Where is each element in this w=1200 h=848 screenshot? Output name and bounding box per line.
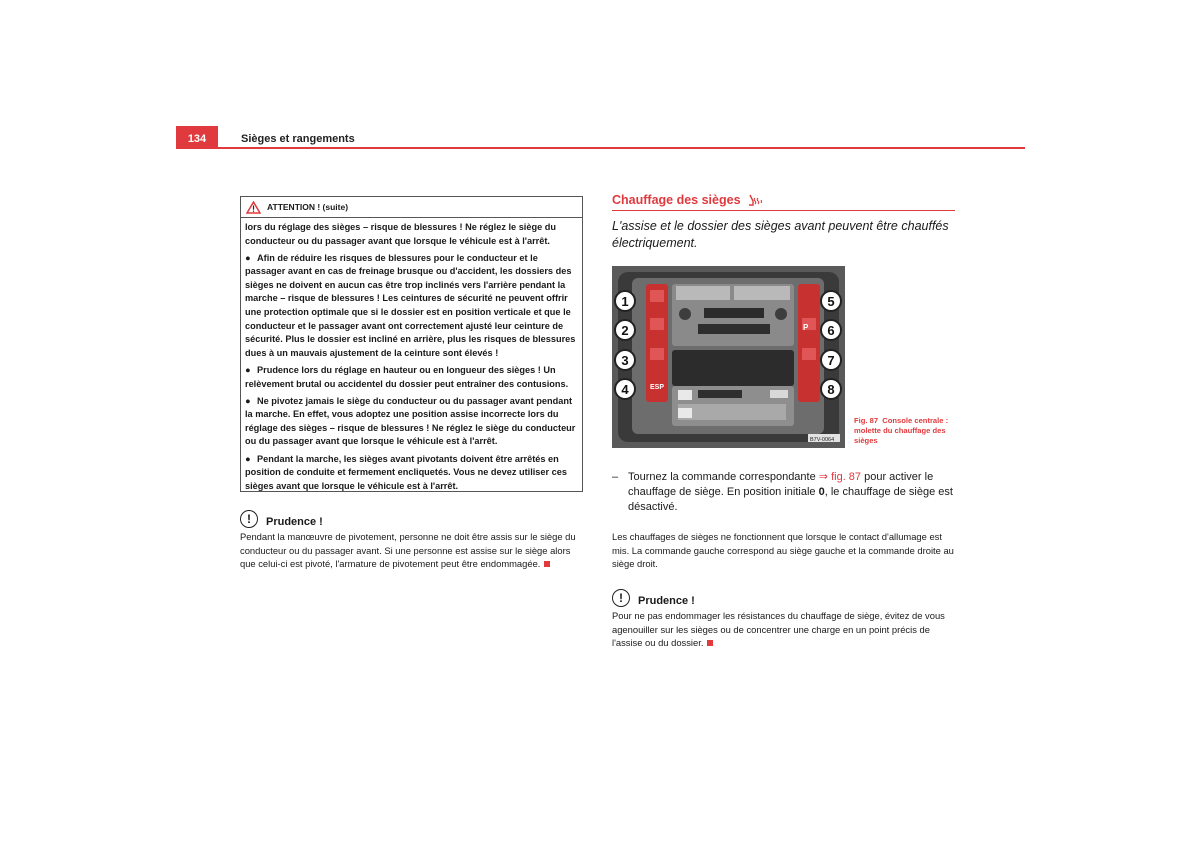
- figure-link[interactable]: fig. 87: [831, 471, 862, 483]
- prudence-title: Prudence !: [266, 516, 323, 528]
- warning-header: [241, 197, 582, 218]
- prudence-text: Pour ne pas endommager les résistances du chauffage de siège, évitez de vous agenouiller sur les sièges ou de concentrer une charge en un point précis de l'assise ou du dossier.: [612, 610, 945, 649]
- callout-2: [615, 320, 635, 340]
- warning-body: [241, 218, 582, 493]
- warning-box: [240, 196, 583, 492]
- callout-7: [821, 350, 841, 370]
- callout-3: [615, 350, 635, 370]
- prudence-right: [612, 589, 957, 650]
- warning-title: ATTENTION ! (suite): [267, 202, 349, 212]
- exclamation-icon: !: [240, 510, 258, 528]
- svg-text:6: 6: [827, 323, 835, 338]
- page-number: 134: [176, 126, 218, 148]
- callout-6: [821, 320, 841, 340]
- section-intro: L'assise et le dossier des sièges avant peuvent être chauffés électriquement.: [612, 219, 949, 250]
- figure-code: B7V-0064: [810, 437, 835, 443]
- exclamation-icon: !: [612, 589, 630, 607]
- arrow-icon: ⇒: [818, 471, 829, 483]
- svg-text:2: 2: [621, 323, 629, 338]
- prudence-header: [240, 510, 585, 528]
- instruction-step: [612, 470, 957, 515]
- seat-heating-icon: [746, 193, 762, 207]
- console-illustration: [612, 266, 845, 448]
- figure-caption: Fig. 87 Console centrale : molette du chauffage des sièges: [854, 416, 949, 445]
- warning-triangle-icon: [246, 201, 261, 214]
- svg-text:4: 4: [621, 382, 629, 397]
- callout-5: [821, 291, 841, 311]
- svg-text:5: 5: [827, 294, 835, 309]
- end-of-section-marker: [544, 561, 550, 567]
- prudence-title: Prudence !: [638, 595, 695, 607]
- callout-8: [821, 379, 841, 399]
- callout-4: [615, 379, 635, 399]
- warning-bullet: ● Prudence lors du réglage en hauteur ou en longueur des sièges ! Un relèvement brutal ou accidentel du dossier peut entraîner des contusions.: [245, 364, 569, 389]
- bullet-icon: ●: [245, 453, 251, 464]
- step-text: Tournez la commande correspondante ⇒ fig. 87 pour activer le chauffage de siège. En position initiale 0, le chauffage de siège est désactivé.: [628, 471, 953, 513]
- bullet-icon: ●: [245, 395, 251, 406]
- body-paragraph: Les chauffages de sièges ne fonctionnent que lorsque le contact d'allumage est mis. La commande gauche correspond au siège gauche et la commande droite au siège droit.: [612, 531, 954, 570]
- warning-bullet: ● Afin de réduire les risques de blessures pour le conducteur et le passager avant en cas de freinage brusque ou d'accident, les dossiers des sièges ne doivent en aucun cas être trop inclinés vers l'arrière pendant la marche – risque de blessures ! Les ceintures de sécurité ne peuvent offrir une protection optimale que si le dossier est en position verticale et que le conducteur et le passager avant ont correctement ajusté leur ceinture de sécurité. Plus le dossier est incliné en arrière, plus les risques de blessures dues à un mauvais ajustement de la ceinture sont élevés !: [245, 252, 576, 358]
- bullet-icon: ●: [245, 364, 251, 375]
- prudence-left: [240, 510, 585, 571]
- esp-label: ESP: [650, 384, 665, 391]
- end-of-section-marker: [707, 640, 713, 646]
- section-title: Chauffage des sièges: [612, 193, 762, 207]
- step-dash: –: [612, 471, 619, 483]
- svg-text:1: 1: [621, 294, 629, 309]
- svg-text:7: 7: [827, 353, 835, 368]
- console-figure: [612, 266, 845, 448]
- prudence-header: [612, 589, 957, 607]
- section-rule: [612, 210, 955, 211]
- callout-1: [615, 291, 635, 311]
- warning-bullet: ● Pendant la marche, les sièges avant pivotants doivent être arrêtés en position de conduite et fermement encliquetés. Vous ne devez utiliser ces sièges avant que lorsque le véhicule est à l'arrêt.: [245, 453, 567, 491]
- warning-intro: lors du réglage des sièges – risque de blessures ! Ne réglez le siège du conducteur ou du passager avant que lorsque le véhicule est à l'arrêt.: [245, 222, 556, 246]
- p-label: P: [803, 323, 809, 332]
- warning-bullet: ● Ne pivotez jamais le siège du conducteur ou du passager avant pendant la marche. En effet, vous adoptez une position assise incorrecte lors du réglage des sièges – risque de blessures ! Ne réglez le siège du conducteur ou du passager avant que lorsque le véhicule est à l'arrêt.: [245, 395, 576, 447]
- prudence-text: Pendant la manœuvre de pivotement, personne ne doit être assis sur le siège du conducteur ou du passager avant. Si une personne est assise sur le siège alors que celui-ci est pivoté, l'armature de pivotement peut être endommagée.: [240, 531, 576, 570]
- svg-text:3: 3: [621, 353, 629, 368]
- header-rule: [176, 147, 1025, 149]
- svg-text:8: 8: [827, 382, 835, 397]
- running-header-title: Sièges et rangements: [241, 133, 355, 145]
- bullet-icon: ●: [245, 252, 251, 263]
